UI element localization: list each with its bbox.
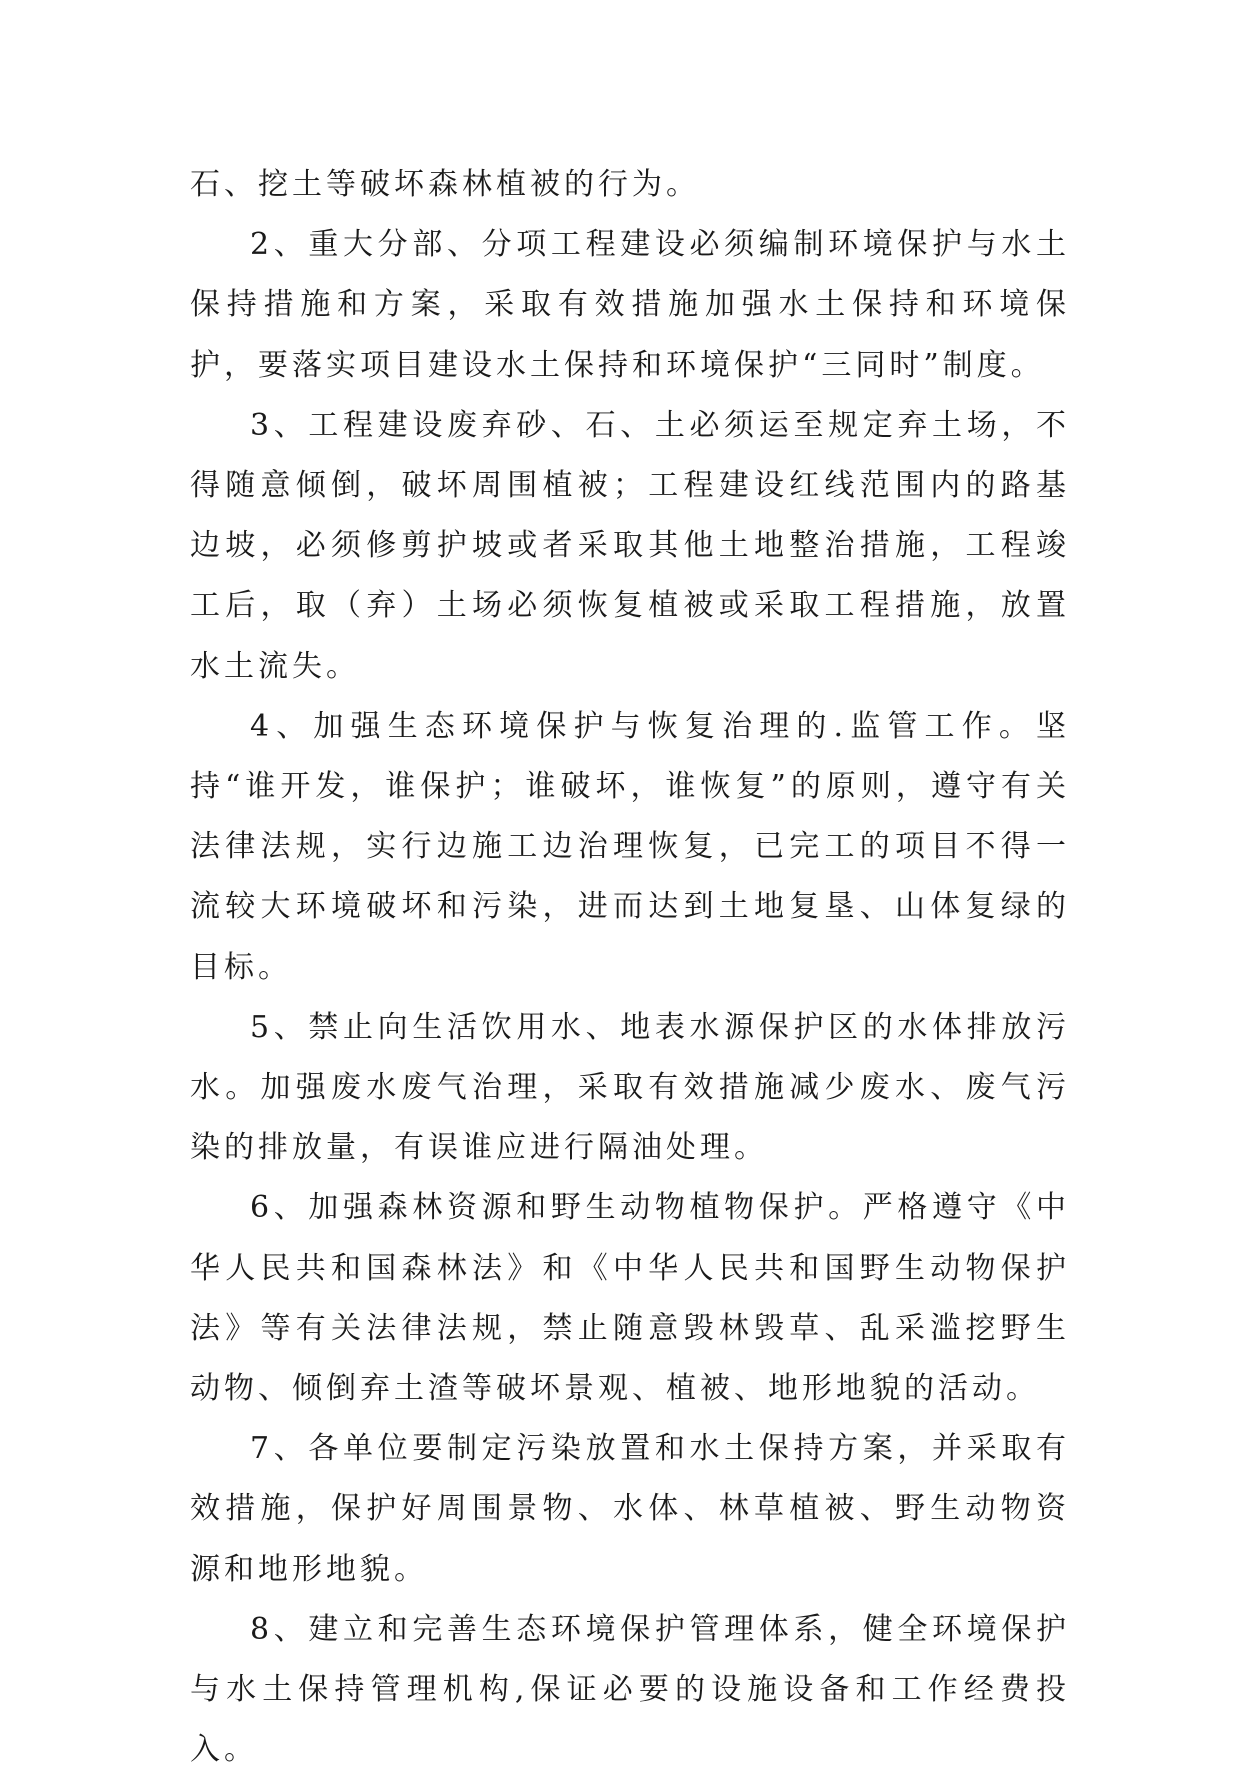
paragraph-item-4: 4、加强生态环境保护与恢复治理的.监管工作。坚持“谁开发，谁保护；谁破坏，谁恢复”的原则，遵守有关法律法规，实行边施工边治理恢复，已完工的项目不得一流较大环境破坏和污染，进而达到土地复垦、山体复绿的目标。 xyxy=(190,708,1070,985)
document-body xyxy=(190,155,1070,1780)
paragraph-item-8: 8、建立和完善生态环境保护管理体系，健全环境保护与水土保持管理机构,保证必要的设施设备和工作经费投入。 xyxy=(190,1611,1070,1768)
paragraph-item-2: 2、重大分部、分项工程建设必须编制环境保护与水土保持措施和方案，采取有效措施加强水土保持和环境保护，要落实项目建设水土保持和环境保护“三同时”制度。 xyxy=(190,227,1070,383)
paragraph-item-7: 7、各单位要制定污染放置和水土保持方案，并采取有效措施，保护好周围景物、水体、林草植被、野生动物资源和地形地貌。 xyxy=(190,1431,1070,1587)
paragraph-item-3: 3、工程建设废弃砂、石、土必须运至规定弃土场，不得随意倾倒，破坏周围植被；工程建设红线范围内的路基边坡，必须修剪护坡或者采取其他土地整治措施，工程竣工后，取（弃）土场必须恢复植被或采取工程措施，放置水土流失。 xyxy=(190,407,1070,684)
paragraph-item-6: 6、加强森林资源和野生动物植物保护。严格遵守《中华人民共和国森林法》和《中华人民共和国野生动物保护法》等有关法律法规，禁止随意毁林毁草、乱采滥挖野生动物、倾倒弃土渣等破坏景观、植被、地形地貌的活动。 xyxy=(190,1190,1070,1407)
paragraph-continuation: 石、挖土等破坏森林植被的行为。 xyxy=(190,167,700,202)
paragraph-item-5: 5、禁止向生活饮用水、地表水源保护区的水体排放污水。加强废水废气治理，采取有效措施减少废水、废气污染的排放量，有误谁应进行隔油处理。 xyxy=(190,1009,1070,1166)
